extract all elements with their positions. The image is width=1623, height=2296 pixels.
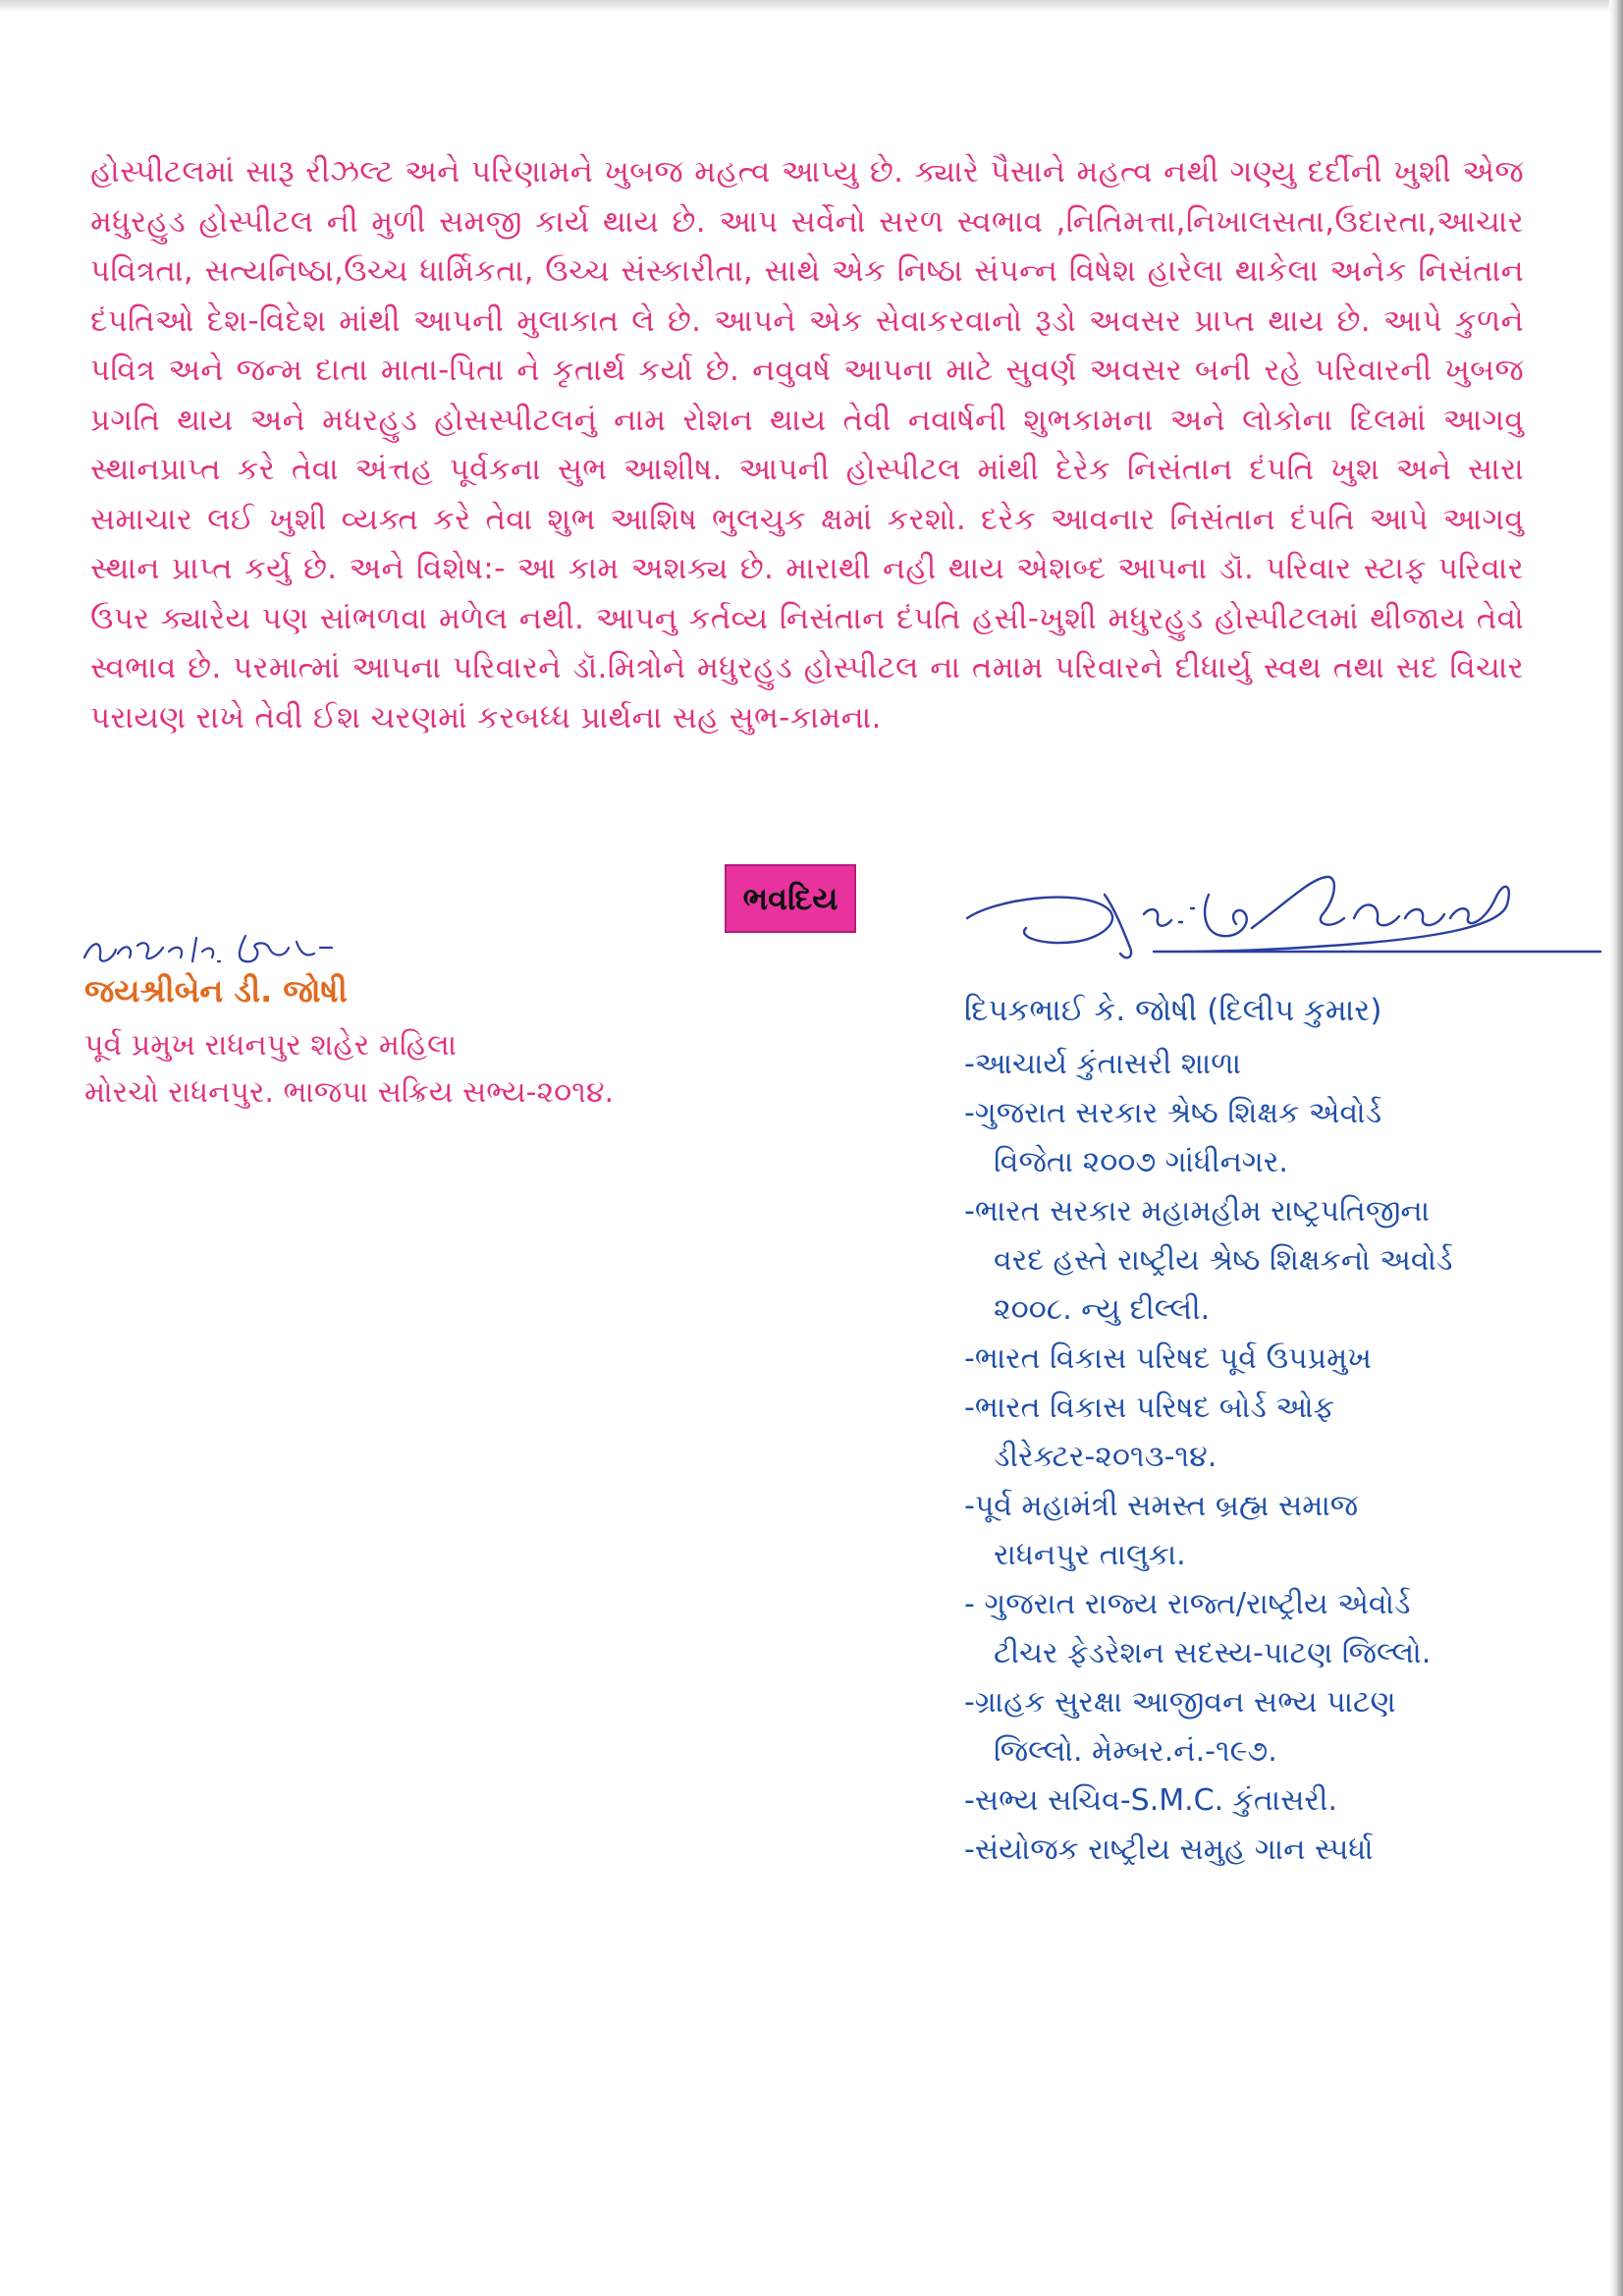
credential-line: ટીચર ફેડરેશન સદસ્ય-પાટણ જિલ્લો. bbox=[994, 1636, 1432, 1670]
right-signatory-name: દિપકભાઈ કે. જોષી (દિલીપ કુમાર) bbox=[964, 993, 1382, 1028]
credential-line: -ભારત વિકાસ પરિષદ બોર્ડ ઓફ bbox=[964, 1391, 1334, 1425]
credential-line: વિજેતા ૨૦૦૭ ગાંધીનગર. bbox=[994, 1145, 1288, 1179]
closing-badge bbox=[725, 864, 856, 933]
credential-line: ૨૦૦૮. ન્યુ દીલ્લી. bbox=[994, 1292, 1211, 1327]
credential-line: - ગુજરાત રાજ્ય રાજ્ત/રાષ્ટ્રીય એવોર્ડ bbox=[964, 1587, 1411, 1621]
credential-line: -સંયોજક રાષ્ટ્રીય સમુહ ગાન સ્પર્ધા bbox=[964, 1832, 1374, 1867]
closing-label: ભવદિય bbox=[742, 879, 839, 917]
credential-line: -પૂર્વ મહામંત્રી સમસ્ત બ્રહ્મ સમાજ bbox=[964, 1489, 1359, 1523]
letter-body: હોસ્પીટલમાં સારૂ રીઝલ્ટ અને પરિણામને ખુબજ મહત્વ આપ્યુ છે. ક્યારે પૈસાને મહત્વ નથી ગણ્યુ દર્દીની ખુશી એજ મધુરહુડ હોસ્પીટલ ની મુળી સમજી કાર્ય થાય છે. આપ સર્વેનો સરળ સ્વભાવ ,નિતિમત્તા,નિખાલસતા,ઉદારતા,આચાર પવિત્રતા, સત્યનિષ્ઠા,ઉચ્ચ ધાર્મિકતા, ઉચ્ચ સંસ્કારીતા, સાથે એક નિષ્ઠા સંપન્ન વિષેશ હારેલા થાકેલા અનેક નિસંતાન દંપતિઓ દેશ-વિદેશ માંથી આપની મુલાકાત લે છે. આપને એક સેવાકરવાનો રૂડો અવસર પ્રાપ્ત થાય છે. આપે કુળને પવિત્ર અને જન્મ દાતા માતા-પિતા ને કૃતાર્થ કર્યા છે. નવુવર્ષ આપના માટે સુવર્ણ અવસર બની રહે પરિવારની ખુબજ પ્રગતિ થાય અને મધરહુડ હોસસ્પીટલનું નામ રોશન થાય તેવી નવાર્ષની શુભકામના અને લોકોના દિલમાં આગવુ સ્થાનપ્રાપ્ત કરે તેવા અંત્તહ પૂર્વકના સુભ આશીષ. આપની હોસ્પીટલ માંથી દેરેક નિસંતાન દંપતિ ખુશ અને સારા સમાચાર લઈ ખુશી વ્યક્ત કરે તેવા શુભ આશિષ ભુલચુક ક્ષમાં કરશો. દરેક આવનાર નિસંતાન દંપતિ આપે આગવુ સ્થાન પ્રાપ્ત કર્યુ છે. અને વિશેષ:- આ કામ અશક્ય છે. મારાથી નહી થાય એશબ્દ આપના ડૉ. પરિવાર સ્ટાફ પરિવાર ઉપર ક્યારેય પણ સાંભળવા મળેલ નથી. આપનુ કર્તવ્ય નિસંતાન દંપતિ હસી-ખુશી મધુરહુડ હોસ્પીટલમાં થીજાય તેવો સ્વભાવ છે. પરમાત્માં આપના પરિવારને ડૉ.મિત્રોને મધુરહુડ હોસ્પીટલ ના તમામ પરિવારને દીધાર્યુ સ્વથ તથા સદ વિચાર પરાયણ રાખે તેવી ઈશ ચરણમાં કરબધ્ધ પ્રાર્થના સહ સુભ-કામના. bbox=[90, 154, 1524, 736]
scan-edge-right bbox=[1609, 0, 1623, 2296]
credential-line: -ગ્રાહક સુરક્ષા આજીવન સભ્ય પાટણ bbox=[964, 1685, 1396, 1720]
scan-edge-top bbox=[0, 0, 1623, 12]
right-handwritten-signature bbox=[957, 859, 1605, 987]
left-signatory-line: મોરચો રાધનપુર. ભાજપા સક્રિય સભ્ય-૨૦૧૪. bbox=[84, 1075, 614, 1110]
credential-line: -ગુજરાત સરકાર શ્રેષ્ઠ શિક્ષક એવોર્ડ bbox=[964, 1096, 1382, 1130]
credential-line: -સભ્ય સચિવ-S.M.C. કુંતાસરી. bbox=[964, 1783, 1338, 1818]
credential-line: -આચાર્ય કુંતાસરી શાળા bbox=[964, 1047, 1242, 1081]
credential-line: -ભારત સરકાર મહામહીમ રાષ્ટ્રપતિજીના bbox=[964, 1194, 1431, 1229]
left-signatory-name: જયશ્રીબેન ડી. જોષી bbox=[84, 972, 348, 1010]
credential-line: -ભારત વિકાસ પરિષદ પૂર્વ ઉપપ્રમુખ bbox=[964, 1341, 1372, 1376]
credential-line: રાધનપુર તાલુકા. bbox=[994, 1538, 1186, 1572]
credential-line: જિલ્લો. મેમ્બર.નં.-૧૯૭. bbox=[994, 1734, 1277, 1769]
credential-line: ડીરેક્ટર-૨૦૧૩-૧૪. bbox=[994, 1440, 1217, 1474]
left-signatory-block bbox=[84, 967, 772, 1117]
left-signatory-line: પૂર્વ પ્રમુખ રાધનપુર શહેર મહિલા bbox=[84, 1028, 458, 1063]
right-signatory-block bbox=[964, 985, 1593, 1875]
credential-line: વરદ હસ્તે રાષ્ટ્રીય શ્રેષ્ઠ શિક્ષકનો અવોર્ડ bbox=[994, 1243, 1453, 1278]
